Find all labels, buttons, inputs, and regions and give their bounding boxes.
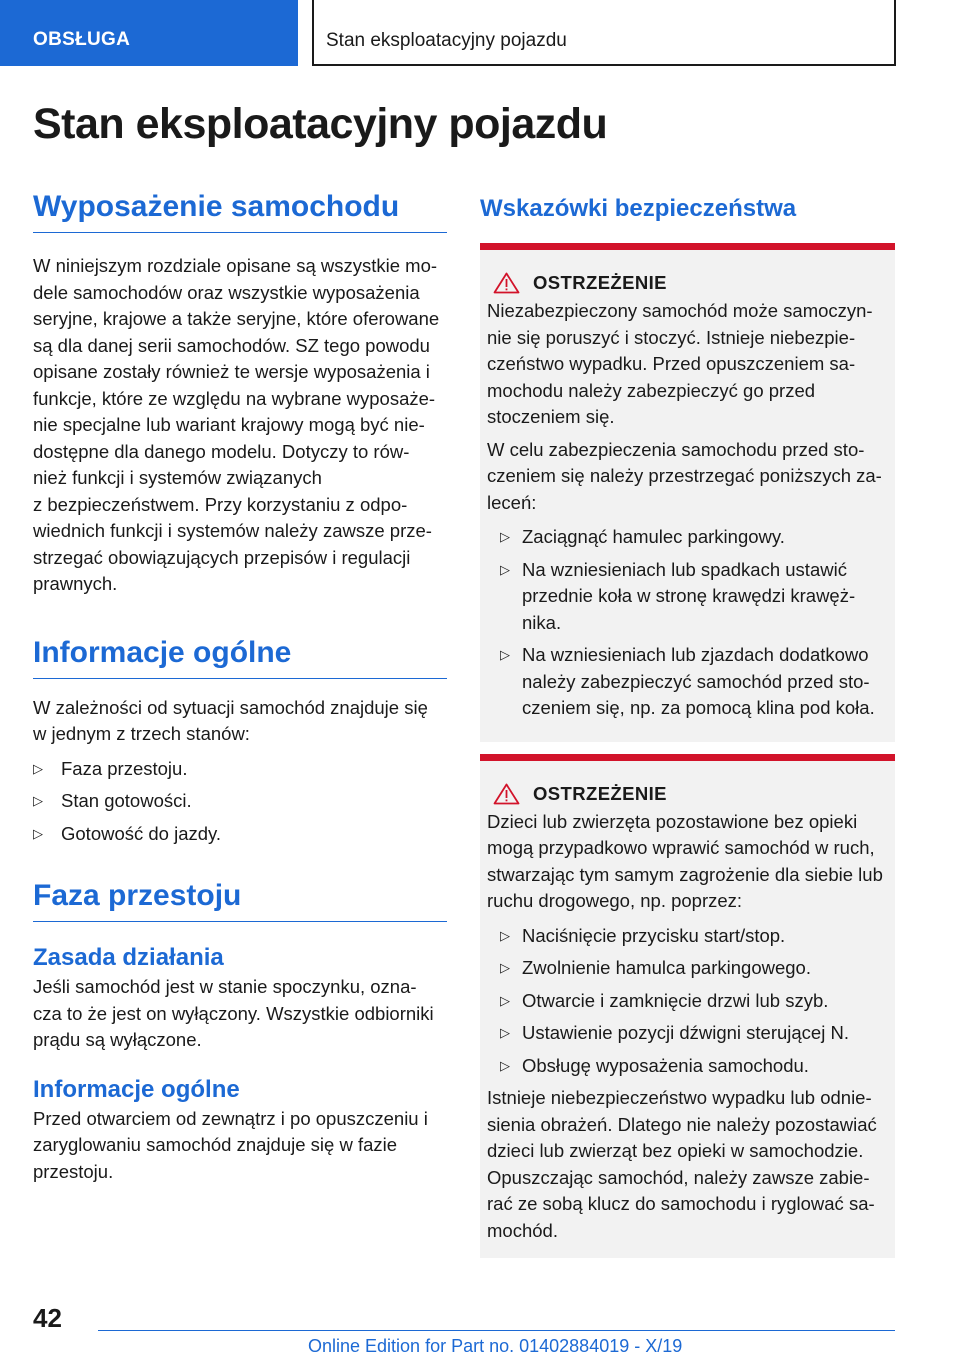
- text-line: nie specjalne lub wariant krajowy mogą być nie-: [33, 414, 425, 435]
- warning-box-parking: [480, 243, 895, 742]
- heading-standby-phase: Faza przestoju: [33, 879, 447, 922]
- triangle-right-outline-icon: ▷: [500, 992, 510, 1008]
- heading-safety-notes: Wskazówki bezpieczeństwa: [480, 195, 797, 222]
- warning-label: OSTRZEŻENIE: [533, 782, 667, 804]
- text-line: sienia obrażeń. Dlatego nie należy pozostawiać: [487, 1113, 877, 1135]
- text-line: ruchu drogowego, np. poprzez:: [487, 890, 743, 911]
- warning-triangle-icon: [493, 783, 520, 805]
- text-line: Dzieci lub zwierzęta pozostawione bez opieki: [487, 810, 858, 832]
- triangle-right-outline-icon: ▷: [500, 927, 510, 943]
- text-line: stoczeniem się.: [487, 406, 615, 427]
- text-line: dzieci lub zwierząt bez opieki w samochodzie.: [487, 1140, 864, 1161]
- list-item-text: Na wzniesieniach lub zjazdach dodatkowo: [522, 644, 869, 665]
- text-line: prądu są wyłączone.: [33, 1029, 202, 1050]
- heading-standby-general-info: Informacje ogólne: [33, 1075, 240, 1103]
- header-section-label: OBSŁUGA: [33, 29, 131, 50]
- footer-edition: Online Edition for Part no. 01402884019 - X/19: [308, 1336, 683, 1356]
- list-item: [487, 955, 889, 982]
- text-line: mogą przypadkowo wprawić samochód w ruch,: [487, 837, 875, 858]
- text-line: Opuszczając samochód, należy zawsze zabie-: [487, 1166, 870, 1188]
- triangle-right-outline-icon: ▷: [500, 1025, 510, 1040]
- list-item: [33, 788, 447, 815]
- triangle-right-outline-icon: ▷: [500, 561, 510, 577]
- list-item-text: Na wzniesieniach lub spadkach ustawić: [522, 558, 847, 580]
- text-line: wiednich funkcji i systemów należy zawsze prze-: [33, 520, 432, 541]
- equipment-text: [33, 253, 447, 598]
- list-item-text: Zaciągnąć hamulec parkingowy.: [522, 526, 785, 547]
- heading-principle: Zasada działania: [33, 944, 224, 971]
- text-line: Jeśli samochód jest w stanie spoczynku, ozna-: [33, 976, 417, 997]
- warning-parking-text: [487, 298, 889, 431]
- warning-parking-instructions: [487, 437, 889, 517]
- list-item: [487, 642, 889, 722]
- warning-children-text: [487, 809, 889, 915]
- list-item: [487, 557, 889, 637]
- triangle-right-outline-icon: ▷: [33, 760, 43, 776]
- heading-equipment: Wyposażenie samochodu: [33, 190, 447, 233]
- list-item: [33, 821, 447, 848]
- text-line: dostępne dla danego modelu. Dotyczy to rów-: [33, 440, 410, 462]
- header-chapter-label: Stan eksploatacyjny pojazdu: [326, 30, 567, 51]
- principle-text: [33, 974, 447, 1054]
- warning-children-conclusion: [487, 1085, 889, 1244]
- list-item-text: Naciśnięcie przycisku start/stop.: [522, 924, 786, 946]
- list-item: [487, 1053, 889, 1080]
- text-line: Istnieje niebezpieczeństwo wypadku lub odnie-: [487, 1087, 872, 1108]
- text-line: strzegać obowiązujących przepisów i regulacji: [33, 546, 411, 568]
- left-column: [33, 190, 447, 1185]
- text-line: W celu zabezpieczenia samochodu przed sto-: [487, 438, 865, 460]
- list-item-text: Stan gotowości.: [61, 790, 192, 811]
- text-line: Przed otwarciem od zewnątrz i po opuszczeniu i: [33, 1107, 428, 1129]
- triangle-right-outline-icon: ▷: [500, 960, 510, 975]
- text-line: czeniem się należy przestrzegać poniższych za-: [487, 465, 882, 486]
- text-line: mochodu należy zabezpieczyć go przed: [487, 379, 816, 401]
- triangle-right-outline-icon: ▷: [33, 793, 43, 808]
- right-column: [480, 190, 895, 1258]
- text-line: cza to że jest on wyłączony. Wszystkie odbiorniki: [33, 1002, 434, 1024]
- text-line: funkcje, które ze względu na wybrane wyposaże-: [33, 387, 436, 409]
- text-line: W zależności od sytuacji samochód znajduje się: [33, 696, 428, 718]
- states-list: [33, 756, 447, 848]
- parking-measures-list: [487, 524, 889, 722]
- text-line: seryjne, krajowe a także seryjne, które oferowane: [33, 308, 440, 329]
- text-line: zaryglowaniu samochód znajduje się w fazie: [33, 1134, 398, 1155]
- list-item: [487, 923, 889, 950]
- text-line: nie się poruszyć i stoczyć. Istnieje niebezpie-: [487, 326, 856, 348]
- list-item-text: Faza przestoju.: [61, 757, 188, 779]
- list-item-text: przednie koła w stronę krawędzi krawęż-: [522, 585, 856, 606]
- text-line: są dla danej serii samochodów. SZ tego powodu: [33, 334, 430, 356]
- text-line: z bezpieczeństwem. Przy korzystaniu z odpo-: [33, 493, 408, 515]
- list-item-text: Obsługę wyposażenia samochodu.: [522, 1054, 809, 1076]
- text-line: prawnych.: [33, 573, 118, 594]
- text-line: W niniejszym rozdziale opisane są wszystkie mo-: [33, 255, 438, 276]
- footer-rule: [98, 1330, 895, 1331]
- text-line: dele samochodów oraz wszystkie wyposażenia: [33, 281, 420, 303]
- text-line: w jednym z trzech stanów:: [33, 723, 250, 744]
- text-line: stwarzając tym samym zagrożenie dla siebie lub: [487, 863, 883, 885]
- warning-box-children: [480, 754, 895, 1259]
- list-item: [487, 524, 889, 551]
- list-item-text: Otwarcie i zamknięcie drzwi lub szyb.: [522, 989, 829, 1011]
- list-item-text: należy zabezpieczyć samochód przed sto-: [522, 670, 870, 692]
- warning-label: OSTRZEŻENIE: [533, 272, 667, 293]
- header-chapter-box: [312, 0, 896, 66]
- text-line: rać ze sobą klucz do samochodu i ryglować sa-: [487, 1193, 875, 1214]
- list-item-text: czeniem się, np. za pomocą klina pod koła.: [522, 697, 875, 718]
- triangle-right-outline-icon: ▷: [500, 529, 510, 544]
- text-line: leceń:: [487, 491, 537, 513]
- warning-triangle-icon: [493, 272, 520, 294]
- list-item-text: Zwolnienie hamulca parkingowego.: [522, 957, 811, 978]
- standby-info-text: [33, 1106, 447, 1186]
- list-item-text: nika.: [522, 611, 562, 633]
- children-risks-list: [487, 923, 889, 1080]
- warning-header: [487, 783, 889, 805]
- page-title: Stan eksploatacyjny pojazdu: [33, 100, 608, 148]
- list-item: [487, 1020, 889, 1047]
- text-line: nież funkcji i systemów związanych: [33, 467, 322, 488]
- warning-header: [487, 272, 889, 294]
- text-line: Niezabezpieczony samochód może samoczyn-: [487, 300, 873, 321]
- list-item: [487, 988, 889, 1015]
- triangle-right-outline-icon: ▷: [500, 1057, 510, 1073]
- triangle-right-outline-icon: ▷: [33, 825, 43, 841]
- triangle-right-outline-icon: ▷: [500, 647, 510, 662]
- text-line: przestoju.: [33, 1160, 114, 1182]
- heading-general-info: Informacje ogólne: [33, 636, 447, 679]
- list-item-text: Ustawienie pozycji dźwigni sterującej N.: [522, 1022, 849, 1043]
- text-line: opisane zostały również te wersje wyposażenia i: [33, 361, 430, 382]
- header-section-tab: [0, 0, 298, 66]
- list-item-text: Gotowość do jazdy.: [61, 822, 222, 844]
- text-line: mochód.: [487, 1219, 558, 1241]
- list-item: [33, 756, 447, 783]
- text-line: czeństwo wypadku. Przed opuszczeniem sa-: [487, 353, 856, 374]
- page-number: 42: [33, 1303, 62, 1333]
- general-info-text: [33, 695, 447, 748]
